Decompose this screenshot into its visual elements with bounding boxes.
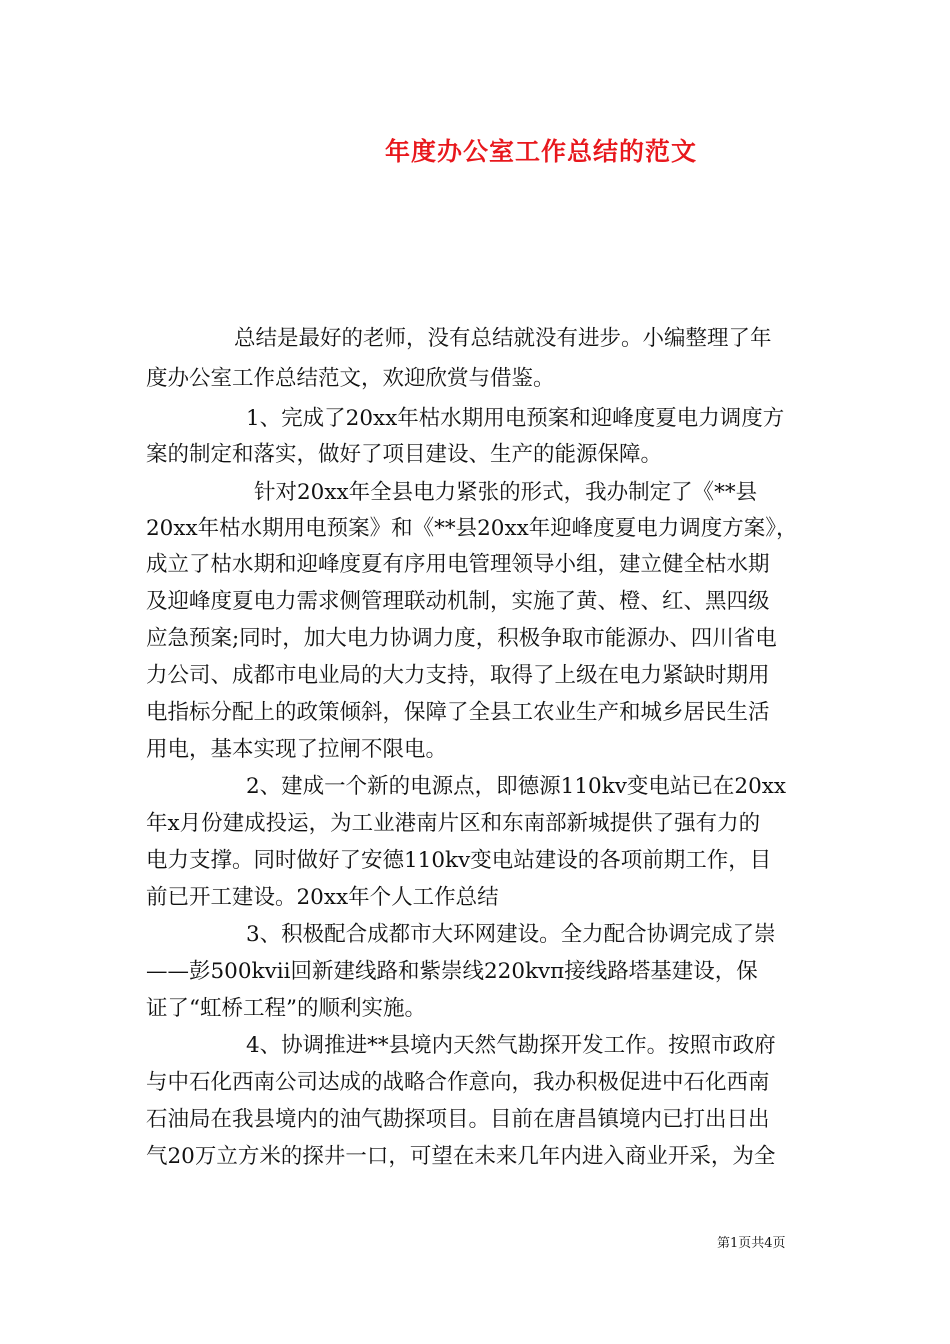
- body-line: ——彭500kvii回新建线路和紫崇线220kvπ接线路塔基建设，保: [146, 959, 758, 984]
- body-line: 4、协调推进**县境内天然气勘探开发工作。按照市政府: [246, 1033, 776, 1058]
- body-line: 应急预案;同时，加大电力协调力度，积极争取市能源办、四川省电: [146, 626, 777, 651]
- body-line: 案的制定和落实，做好了项目建设、生产的能源保障。: [146, 442, 663, 467]
- body-line: 成立了枯水期和迎峰度夏有序用电管理领导小组，建立健全枯水期: [146, 552, 770, 577]
- body-line: 总结是最好的老师，没有总结就没有进步。小编整理了年: [234, 326, 772, 351]
- body-line: 证了“虹桥工程”的顺利实施。: [146, 996, 426, 1021]
- body-line: 年x月份建成投运，为工业港南片区和东南部新城提供了强有力的: [146, 811, 761, 836]
- body-line: 力公司、成都市电业局的大力支持，取得了上级在电力紧缺时期用: [146, 663, 770, 688]
- body-line: 20xx年枯水期用电预案》和《**县20xx年迎峰度夏电力调度方案》，: [146, 516, 798, 541]
- body-line: 2、建成一个新的电源点，即德源110kv变电站已在20xx: [246, 774, 787, 799]
- document-title: 年度办公室工作总结的范文: [384, 137, 697, 166]
- body-line: 3、积极配合成都市大环网建设。全力配合协调完成了崇: [246, 922, 776, 947]
- body-line: 电力支撑。同时做好了安德110kv变电站建设的各项前期工作，目: [146, 848, 772, 873]
- body-line: 电指标分配上的政策倾斜，保障了全县工农业生产和城乡居民生活: [146, 700, 770, 725]
- body-line: 针对20xx年全县电力紧张的形式，我办制定了《**县: [254, 480, 758, 505]
- page-number: 第1页共4页: [717, 1236, 786, 1251]
- body-line: 前已开工建设。20xx年个人工作总结: [146, 885, 499, 910]
- body-line: 及迎峰度夏电力需求侧管理联动机制，实施了黄、橙、红、黑四级: [146, 589, 770, 614]
- body-line: 用电，基本实现了拉闸不限电。: [146, 737, 448, 762]
- body-line: 度办公室工作总结范文，欢迎欣赏与借鉴。: [146, 366, 555, 391]
- body-line: 与中石化西南公司达成的战略合作意向，我办积极促进中石化西南: [146, 1070, 770, 1095]
- body-line: 1、完成了20xx年枯水期用电预案和迎峰度夏电力调度方: [246, 406, 785, 431]
- body-line: 石油局在我县境内的油气勘探项目。目前在唐昌镇境内已打出日出: [146, 1107, 770, 1132]
- body-line: 气20万立方米的探井一口，可望在未来几年内进入商业开采，为全: [146, 1144, 776, 1169]
